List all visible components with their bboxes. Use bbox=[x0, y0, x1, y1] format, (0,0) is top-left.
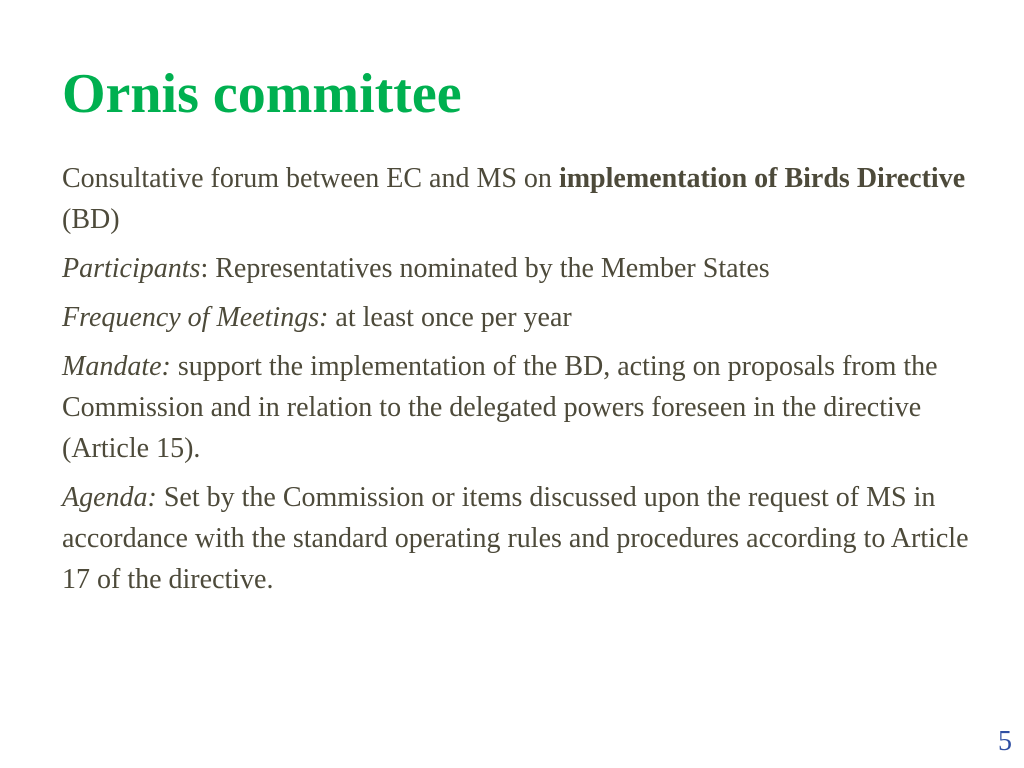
paragraph-label: Participants bbox=[62, 253, 201, 284]
paragraph-participants bbox=[62, 248, 982, 289]
paragraph-text: : Representatives nominated by the Member States bbox=[200, 253, 770, 284]
paragraph-consultative-forum bbox=[62, 158, 982, 240]
slide-title: Ornis committee bbox=[62, 63, 462, 125]
paragraph-text: (BD) bbox=[62, 204, 120, 235]
slide-body bbox=[62, 158, 982, 608]
paragraph-agenda bbox=[62, 477, 982, 600]
paragraph-label: Mandate: bbox=[62, 351, 171, 382]
paragraph-mandate bbox=[62, 346, 982, 469]
paragraph-label: Frequency of Meetings: bbox=[62, 302, 329, 333]
paragraph-text: Consultative forum between EC and MS on bbox=[62, 163, 559, 194]
paragraph-emphasis: implementation of Birds Directive bbox=[558, 163, 966, 194]
page-number: 5 bbox=[998, 726, 1012, 757]
paragraph-frequency bbox=[62, 297, 982, 338]
paragraph-label: Agenda: bbox=[62, 482, 157, 513]
paragraph-text: at least once per year bbox=[328, 302, 572, 333]
paragraph-text: Set by the Commission or items discussed upon the request of MS in accordance with the standard operating rules and procedures according to Article 17 of the directive. bbox=[62, 482, 969, 595]
paragraph-text: support the implementation of the BD, acting on proposals from the Commission and in relation to the delegated powers foreseen in the directive (Article 15). bbox=[62, 351, 938, 464]
